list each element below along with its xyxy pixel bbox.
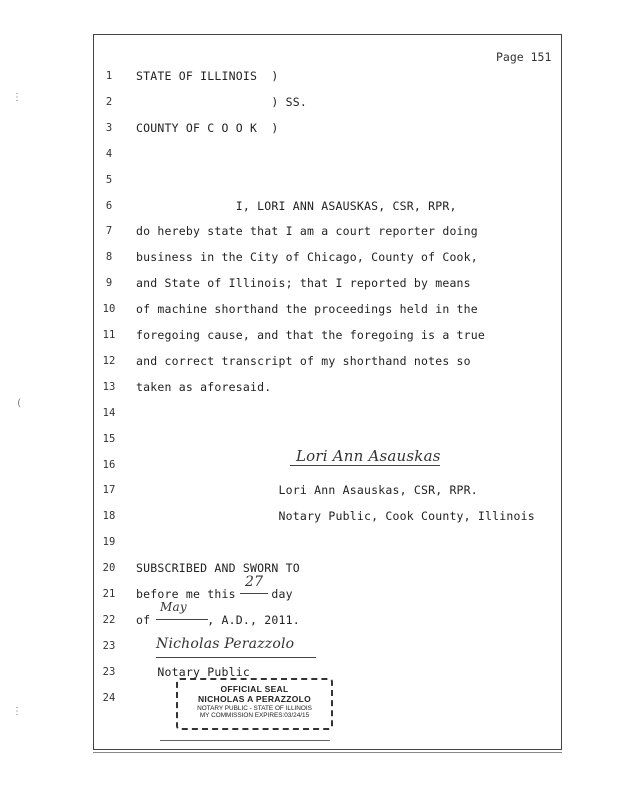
page-number: Page 151: [496, 50, 552, 64]
seal-underline: [160, 740, 330, 741]
line-number: 7: [105, 225, 113, 238]
line-number: 15: [102, 432, 116, 445]
transcript-line-text: Notary Public, Cook County, Illinois: [136, 509, 535, 524]
line-number: 16: [102, 458, 116, 471]
margin-hole-punch-mark: ⋮: [12, 706, 22, 717]
reporter-signature-line: [290, 465, 440, 466]
day-blank-line: [240, 593, 268, 594]
transcript-line-text: and State of Illinois; that I reported by means: [136, 276, 471, 291]
line-number: 22: [102, 613, 116, 626]
margin-hole-punch-mark: ⋮: [12, 92, 22, 103]
line-number: 13: [102, 380, 116, 393]
line-number: 21: [102, 588, 116, 600]
line-number: 8: [105, 251, 113, 264]
line-number: 5: [105, 173, 113, 186]
month-blank-line: [156, 619, 208, 620]
seal-title: OFFICIAL SEAL: [220, 684, 289, 694]
transcript-line-text: COUNTY OF C O O K ): [136, 120, 279, 135]
transcript-line-text: I, LORI ANN ASAUSKAS, CSR, RPR,: [136, 198, 457, 213]
reporter-signature: Lori Ann Asauskas: [296, 447, 441, 465]
notary-signature-line: [156, 657, 316, 658]
transcript-line-text: Lori Ann Asauskas, CSR, RPR.: [136, 483, 478, 498]
transcript-line-text: of , A.D., 2011.: [136, 612, 300, 627]
line-number: 2: [105, 95, 113, 108]
line-number: 23: [102, 665, 116, 678]
handwritten-month: May: [160, 600, 187, 614]
transcript-line-text: business in the City of Chicago, County of Cook,: [136, 250, 478, 265]
notary-signature: Nicholas Perazzolo: [156, 636, 295, 652]
transcript-line-text: of machine shorthand the proceedings held in the: [136, 302, 478, 317]
line-number: 23: [102, 639, 116, 652]
seal-line-1: NOTARY PUBLIC - STATE OF ILLINOIS: [197, 705, 312, 712]
transcript-line-text: foregoing cause, and that the foregoing is a true: [136, 328, 486, 342]
line-number: 1: [105, 70, 113, 82]
transcript-line-text: SUBSCRIBED AND SWORN TO: [136, 561, 300, 576]
transcript-line-text: STATE OF ILLINOIS ): [136, 69, 279, 83]
line-number: 14: [102, 406, 116, 419]
transcript-line-text: ) SS.: [136, 94, 307, 109]
line-number: 19: [102, 536, 116, 549]
line-number: 20: [102, 562, 116, 575]
seal-name: NICHOLAS A PERAZZOLO: [197, 694, 312, 704]
line-number: 11: [102, 329, 116, 341]
line-number: 3: [105, 121, 113, 134]
transcript-line-text: taken as aforesaid.: [136, 379, 272, 394]
line-number: 12: [102, 354, 116, 367]
transcript-line-text: do hereby state that I am a court reporter doing: [136, 224, 478, 239]
transcript-line-text: before me this day: [136, 587, 293, 601]
transcript-line-text: Notary Public: [136, 664, 250, 679]
page-bottom-rule: [93, 752, 562, 753]
line-number: 17: [102, 484, 116, 497]
line-number: 18: [102, 510, 116, 523]
handwritten-day: 27: [245, 574, 264, 590]
line-number: 24: [102, 691, 116, 704]
line-number: 10: [102, 303, 116, 316]
line-number: 6: [105, 199, 113, 212]
line-number: 9: [105, 277, 113, 290]
margin-hole-punch-mark: (: [16, 398, 23, 409]
seal-line-2: MY COMMISSION EXPIRES:03/24/15: [199, 712, 310, 719]
line-number: 4: [105, 147, 113, 160]
notary-seal-stamp: [176, 678, 333, 730]
transcript-line-text: and correct transcript of my shorthand notes so: [136, 353, 471, 368]
